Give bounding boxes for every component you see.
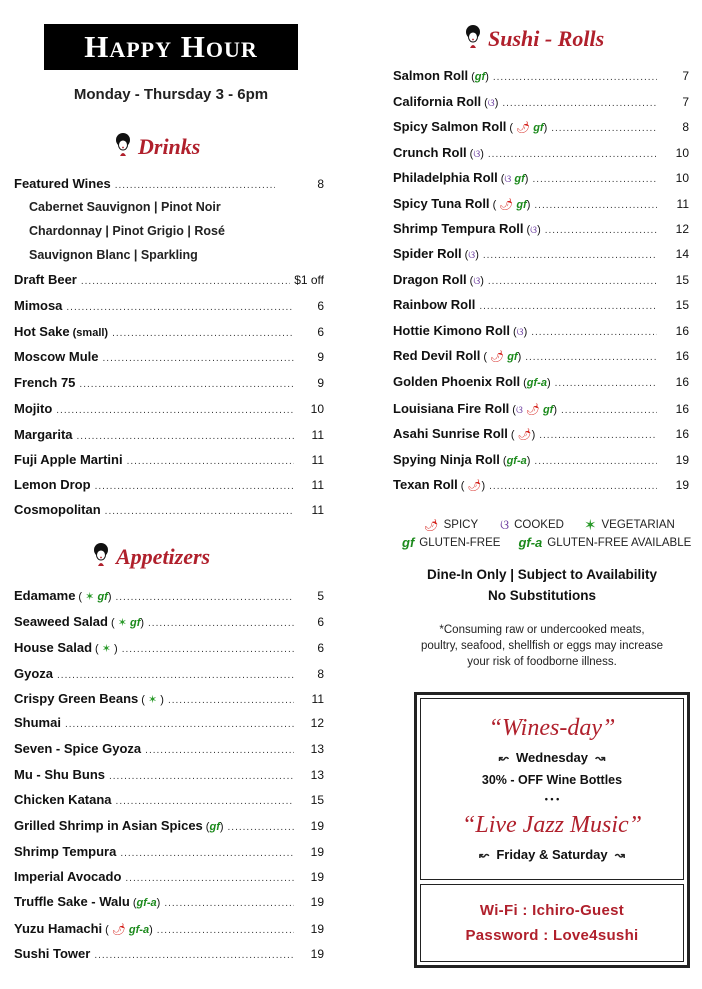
item-tags: (ଓ) bbox=[469, 148, 484, 160]
item-name: Gyoza bbox=[14, 666, 54, 681]
item-tags: (ଓ gf) bbox=[500, 173, 529, 185]
item-name: Spider Roll bbox=[393, 246, 462, 261]
item-price: 6 bbox=[317, 325, 324, 339]
list-item bbox=[393, 246, 689, 261]
cooked-icon: ଓ bbox=[468, 250, 476, 261]
item-price: 8 bbox=[317, 667, 324, 681]
item-price: 6 bbox=[317, 299, 324, 313]
legend-spicy: SPICY bbox=[443, 519, 479, 531]
list-item bbox=[393, 145, 689, 160]
vegetarian-icon: ✶ bbox=[85, 591, 95, 603]
item-tags: (ଓ) bbox=[484, 97, 499, 109]
item-name: Featured Wines bbox=[14, 176, 111, 191]
item-price: 15 bbox=[310, 793, 324, 807]
wines-day-line bbox=[420, 750, 684, 765]
list-item bbox=[393, 94, 689, 109]
cooked-icon: ଓ bbox=[500, 517, 510, 532]
list-item bbox=[393, 348, 689, 363]
item-price: 8 bbox=[317, 177, 324, 191]
list-item bbox=[393, 426, 689, 441]
swirl-icon: ↝ bbox=[614, 848, 625, 862]
chili-icon: 🌶 bbox=[490, 351, 505, 363]
item-price: 19 bbox=[310, 819, 324, 833]
list-item bbox=[393, 401, 689, 416]
gluten-free-tag: gf bbox=[97, 591, 108, 603]
list-item bbox=[14, 452, 324, 467]
item-price: 19 bbox=[310, 895, 324, 909]
item-tags: ( 🌶 gf) bbox=[509, 122, 548, 134]
food-warning-3: your risk of foodborne illness. bbox=[467, 656, 617, 668]
list-item bbox=[393, 221, 689, 236]
list-item bbox=[14, 715, 324, 730]
gluten-free-tag: gf bbox=[209, 821, 220, 833]
item-price: 11 bbox=[311, 692, 324, 706]
item-tags: (ଓ 🌶 gf) bbox=[512, 404, 558, 416]
item-name: Spicy Tuna Roll bbox=[393, 196, 490, 211]
gluten-free-tag: gf bbox=[533, 122, 544, 134]
list-item bbox=[14, 869, 324, 884]
rolls-title: Sushi - Rolls bbox=[488, 26, 605, 51]
item-tags: (ଓ) bbox=[526, 224, 541, 236]
item-name: Lemon Drop bbox=[14, 477, 91, 492]
happy-hour-schedule: Monday - Thursday 3 - 6pm bbox=[73, 86, 269, 103]
drinks-title: Drinks bbox=[138, 134, 201, 159]
list-item bbox=[393, 68, 689, 83]
item-price: 13 bbox=[310, 742, 324, 756]
item-price: 5 bbox=[317, 589, 324, 603]
item-price: 19 bbox=[310, 947, 324, 961]
chili-icon: 🌶 bbox=[516, 122, 531, 134]
list-item bbox=[14, 272, 324, 287]
cooked-icon: ଓ bbox=[516, 327, 524, 338]
vegetarian-icon: ✶ bbox=[148, 694, 158, 706]
item-tags: (gf-a) bbox=[523, 377, 551, 389]
chili-icon: 🌶 bbox=[517, 429, 532, 441]
list-item bbox=[393, 477, 689, 492]
item-name: Hot Sake bbox=[14, 324, 70, 339]
item-name: Rainbow Roll bbox=[393, 297, 476, 312]
item-price: 11 bbox=[311, 428, 324, 442]
swirl-icon: ↝ bbox=[595, 751, 606, 765]
gluten-free-tag: gf bbox=[507, 351, 518, 363]
item-name: Dragon Roll bbox=[393, 272, 467, 287]
item-price: 16 bbox=[675, 349, 689, 363]
cooked-icon: ଓ bbox=[504, 174, 512, 185]
item-price: 15 bbox=[675, 273, 689, 287]
item-price: 11 bbox=[311, 478, 324, 492]
item-tags: ( ✶ ) bbox=[141, 694, 164, 706]
cooked-icon: ଓ bbox=[487, 98, 495, 109]
dine-in-notice: Dine-In Only | Subject to Availability bbox=[426, 567, 658, 582]
item-tags: (gf-a) bbox=[502, 455, 531, 467]
item-price: 9 bbox=[317, 350, 324, 364]
wifi-network: Wi-Fi : Ichiro-Guest bbox=[479, 902, 625, 919]
swirl-icon: ↜ bbox=[479, 848, 490, 862]
item-name: Spying Ninja Roll bbox=[393, 452, 500, 467]
gluten-free-available-tag: gf-a bbox=[506, 455, 527, 467]
list-item bbox=[14, 375, 324, 390]
item-tags: (gf-a) bbox=[132, 897, 161, 909]
item-name: Mimosa bbox=[14, 298, 63, 313]
list-item bbox=[14, 741, 324, 756]
wine-varietals-3: Sauvignon Blanc | Sparkling bbox=[29, 248, 198, 262]
item-name: Shrimp Tempura Roll bbox=[393, 221, 524, 236]
item-tags: ( 🌶 gf) bbox=[483, 351, 522, 363]
chili-icon: 🌶 bbox=[499, 199, 514, 211]
promo-separator: • • • bbox=[544, 794, 560, 804]
wifi-password: Password : Love4sushi bbox=[465, 927, 639, 944]
list-item bbox=[393, 297, 689, 312]
item-price: 13 bbox=[310, 768, 324, 782]
chili-icon: 🌶 bbox=[424, 520, 439, 532]
item-name: House Salad bbox=[14, 640, 93, 655]
legend-vegetarian: VEGETARIAN bbox=[601, 519, 675, 531]
geisha-icon bbox=[90, 542, 112, 568]
item-name: Truffle Sake - Walu bbox=[14, 894, 130, 909]
list-item bbox=[14, 894, 324, 909]
appetizers-heading bbox=[90, 544, 210, 570]
legend-gluten-free-available: GLUTEN-FREE AVAILABLE bbox=[547, 536, 692, 549]
list-item bbox=[14, 666, 324, 681]
gluten-free-available-tag: gf-a bbox=[526, 377, 547, 389]
item-tags: ( 🌶 gf) bbox=[492, 199, 531, 211]
item-price: 10 bbox=[675, 171, 689, 185]
wines-day-day: Wednesday bbox=[515, 750, 588, 765]
gluten-free-tag: gf bbox=[514, 173, 525, 185]
wines-day-title: “Wines-day” bbox=[488, 715, 616, 741]
gluten-free-available-tag: gf-a bbox=[128, 924, 150, 936]
drinks-heading bbox=[112, 134, 200, 160]
list-item bbox=[393, 272, 689, 287]
item-name: Margarita bbox=[14, 427, 73, 442]
item-name: Draft Beer bbox=[14, 272, 77, 287]
item-name: Grilled Shrimp in Asian Spices bbox=[14, 818, 203, 833]
chili-icon: 🌶 bbox=[525, 404, 540, 416]
geisha-icon bbox=[112, 132, 134, 158]
gluten-free-symbol: gf bbox=[402, 535, 415, 550]
item-name: Philadelphia Roll bbox=[393, 170, 498, 185]
no-substitutions-notice: No Substitutions bbox=[488, 588, 596, 603]
happy-hour-banner: Happy Hour bbox=[44, 24, 298, 70]
list-item bbox=[14, 844, 324, 859]
item-price: 7 bbox=[682, 69, 689, 83]
item-price: 8 bbox=[682, 120, 689, 134]
gluten-free-tag: gf bbox=[474, 71, 486, 83]
item-name: Louisiana Fire Roll bbox=[393, 401, 510, 416]
item-name: Crunch Roll bbox=[393, 145, 467, 160]
item-price: 15 bbox=[675, 298, 689, 312]
item-name: Texan Roll bbox=[393, 477, 458, 492]
item-name: Seven - Spice Gyoza bbox=[14, 741, 142, 756]
item-name: California Roll bbox=[393, 94, 482, 109]
list-item bbox=[14, 818, 324, 833]
cooked-icon: ଓ bbox=[530, 225, 538, 236]
list-item bbox=[14, 401, 324, 416]
item-price: 11 bbox=[311, 503, 324, 517]
item-name: Golden Phoenix Roll bbox=[393, 374, 521, 389]
item-price: 12 bbox=[675, 222, 689, 236]
list-item bbox=[14, 349, 324, 364]
gluten-free-tag: gf bbox=[129, 617, 141, 629]
item-price: $1 off bbox=[294, 273, 324, 287]
legend-gluten-free: GLUTEN-FREE bbox=[419, 536, 501, 549]
food-warning-2: poultry, seafood, shellfish or eggs may increase bbox=[420, 640, 664, 652]
item-price: 16 bbox=[675, 427, 689, 441]
item-tags: ( ✶ gf) bbox=[110, 617, 145, 629]
list-item bbox=[14, 691, 324, 706]
list-item bbox=[14, 640, 324, 655]
item-name: Salmon Roll bbox=[393, 68, 469, 83]
item-price: 11 bbox=[311, 453, 324, 467]
list-item bbox=[393, 323, 689, 338]
jazz-title: “Live Jazz Music” bbox=[462, 812, 642, 838]
item-name: Red Devil Roll bbox=[393, 348, 481, 363]
wine-varietals-2: Chardonnay | Pinot Grigio | Rosé bbox=[29, 224, 225, 238]
wines-offer: 30% - OFF Wine Bottles bbox=[481, 773, 623, 787]
item-name: Seaweed Salad bbox=[14, 614, 108, 629]
item-name: Mojito bbox=[14, 401, 53, 416]
item-tags: (ଓ) bbox=[513, 326, 528, 338]
item-price: 19 bbox=[675, 453, 689, 467]
rolls-heading bbox=[462, 26, 604, 52]
item-price: 19 bbox=[310, 845, 324, 859]
item-price: 19 bbox=[310, 922, 324, 936]
geisha-icon bbox=[462, 24, 484, 50]
item-name: Asahi Sunrise Roll bbox=[393, 426, 508, 441]
list-item bbox=[393, 374, 689, 389]
item-name: Moscow Mule bbox=[14, 349, 99, 364]
item-price: 14 bbox=[675, 247, 689, 261]
item-tags: (gf) bbox=[205, 821, 224, 833]
list-item bbox=[14, 298, 324, 313]
item-price: 10 bbox=[675, 146, 689, 160]
item-name: Hottie Kimono Roll bbox=[393, 323, 510, 338]
item-name: Mu - Shu Buns bbox=[14, 767, 105, 782]
item-name: Crispy Green Beans bbox=[14, 691, 139, 706]
list-item bbox=[393, 170, 689, 185]
item-tags: ( 🌶) bbox=[510, 429, 536, 441]
list-item bbox=[14, 176, 324, 191]
item-name: Cosmopolitan bbox=[14, 502, 101, 517]
item-tags: ( ✶ gf) bbox=[78, 591, 112, 603]
item-name: Edamame bbox=[14, 588, 76, 603]
item-price: 6 bbox=[317, 615, 324, 629]
list-item bbox=[14, 427, 324, 442]
food-warning-1: *Consuming raw or undercooked meats, bbox=[439, 624, 645, 636]
item-tags: ( ✶ ) bbox=[95, 643, 118, 655]
legend-row-2 bbox=[402, 535, 691, 550]
vegetarian-icon: ✶ bbox=[583, 517, 597, 534]
jazz-days-line bbox=[420, 847, 684, 862]
item-tags: (gf) bbox=[471, 71, 489, 83]
list-item bbox=[393, 452, 689, 467]
cooked-icon: ଓ bbox=[473, 149, 481, 160]
item-name: Imperial Avocado bbox=[14, 869, 122, 884]
cooked-icon: ଓ bbox=[515, 405, 523, 416]
item-tags: (ଓ) bbox=[464, 249, 479, 261]
list-item bbox=[393, 119, 689, 134]
vegetarian-icon: ✶ bbox=[117, 617, 127, 629]
item-price: 19 bbox=[310, 870, 324, 884]
item-price: 12 bbox=[310, 716, 324, 730]
item-name: Shumai bbox=[14, 715, 61, 730]
item-name: French 75 bbox=[14, 375, 76, 390]
item-price: 9 bbox=[317, 376, 324, 390]
wine-varietals-1: Cabernet Sauvignon | Pinot Noir bbox=[29, 200, 221, 214]
item-name: Sushi Tower bbox=[14, 946, 91, 961]
list-item bbox=[14, 477, 324, 492]
legend-cooked: COOKED bbox=[514, 519, 564, 531]
item-price: 16 bbox=[675, 375, 689, 389]
item-price: 19 bbox=[675, 478, 689, 492]
item-price: 16 bbox=[675, 402, 689, 416]
list-item bbox=[14, 921, 324, 936]
item-name: Fuji Apple Martini bbox=[14, 452, 123, 467]
item-price: 16 bbox=[675, 324, 689, 338]
list-item bbox=[14, 588, 324, 603]
item-name: Yuzu Hamachi bbox=[14, 921, 103, 936]
jazz-days: Friday & Saturday bbox=[496, 847, 608, 862]
list-item bbox=[14, 792, 324, 807]
item-note: (small) bbox=[72, 327, 109, 339]
vegetarian-icon: ✶ bbox=[101, 643, 111, 655]
wifi-panel bbox=[420, 884, 684, 962]
item-tags: ( 🌶 gf-a) bbox=[105, 924, 153, 936]
chili-icon: 🌶 bbox=[467, 480, 482, 492]
gluten-free-available-symbol: gf-a bbox=[518, 535, 543, 550]
list-item bbox=[14, 946, 324, 961]
item-tags: (ଓ) bbox=[469, 275, 484, 287]
gluten-free-available-tag: gf-a bbox=[136, 897, 157, 909]
item-price: 10 bbox=[310, 402, 324, 416]
list-item bbox=[14, 502, 324, 517]
list-item bbox=[14, 614, 324, 629]
list-item bbox=[393, 196, 689, 211]
list-item bbox=[14, 324, 324, 339]
legend-row-1 bbox=[424, 516, 675, 534]
item-name: Chicken Katana bbox=[14, 792, 112, 807]
item-name: Shrimp Tempura bbox=[14, 844, 117, 859]
gluten-free-tag: gf bbox=[542, 404, 554, 416]
item-name: Spicy Salmon Roll bbox=[393, 119, 507, 134]
swirl-icon: ↜ bbox=[498, 751, 509, 765]
appetizers-title: Appetizers bbox=[116, 544, 211, 569]
item-price: 11 bbox=[676, 197, 689, 211]
gluten-free-tag: gf bbox=[516, 199, 527, 211]
item-price: 7 bbox=[682, 95, 689, 109]
cooked-icon: ଓ bbox=[473, 276, 481, 287]
list-item bbox=[14, 767, 324, 782]
item-price: 6 bbox=[317, 641, 324, 655]
chili-icon: 🌶 bbox=[111, 924, 126, 936]
item-tags: ( 🌶) bbox=[460, 480, 486, 492]
